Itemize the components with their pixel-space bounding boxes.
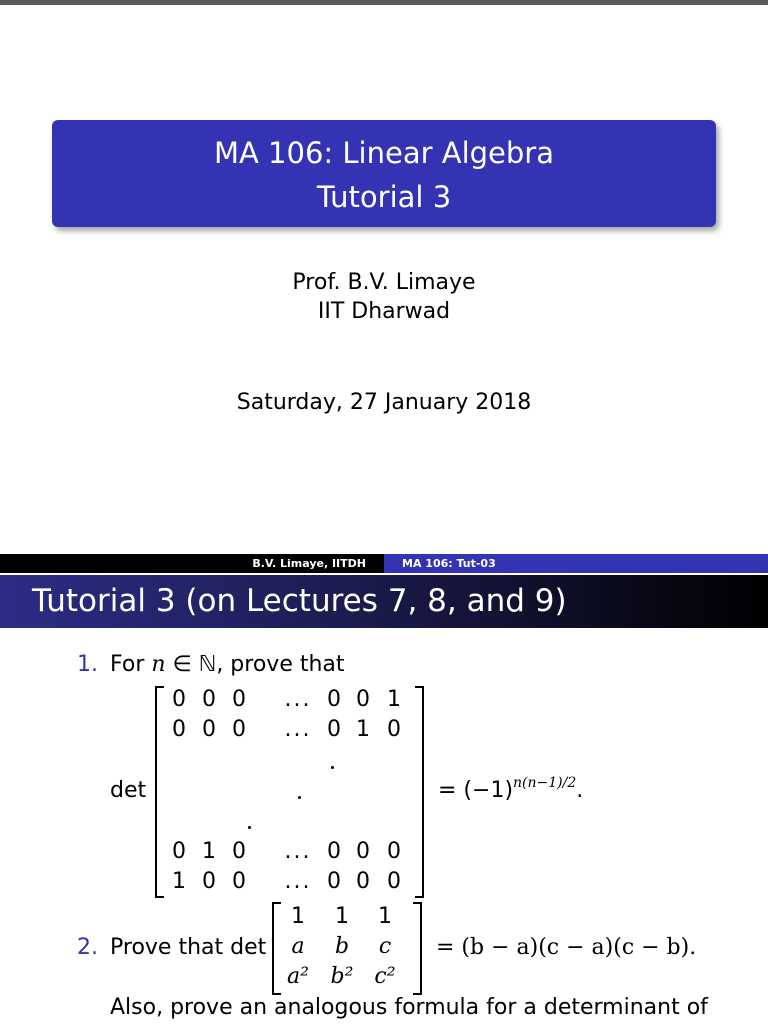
matrix-2-cell: c: [378, 934, 392, 959]
matrix-1-cell: 0: [387, 717, 401, 742]
footer-left: [0, 554, 384, 573]
problem-1-intro-sym: ∈ ℕ, prove that: [172, 652, 345, 677]
matrix-2-cell: b: [334, 934, 350, 959]
matrix-1-cell: 0: [232, 717, 246, 742]
matrix-1-cell: 0: [202, 687, 216, 712]
problem-1-intro: [110, 652, 345, 677]
matrix-2-cell: b²: [330, 964, 354, 989]
problem-1-rhs-end: .: [576, 778, 584, 803]
footer-course: MA 106: Tut-03: [402, 557, 496, 570]
matrix-1-cell: 0: [327, 869, 341, 894]
title-line-2: Tutorial 3: [316, 180, 452, 214]
matrix-1-cell: ...: [284, 839, 312, 864]
matrix-1-cell: 0: [356, 839, 370, 864]
matrix-1-cell: 0: [172, 839, 186, 864]
problem-1-rhs-exponent: n(n−1)/2: [513, 775, 577, 791]
matrix-1-dot: [248, 826, 251, 829]
problem-2-number: 2.: [77, 935, 98, 960]
top-border: [0, 0, 768, 5]
matrix-2-cell: a²: [287, 964, 309, 989]
matrix-2-right-bracket: [413, 902, 422, 995]
matrix-2-cell: 1: [378, 904, 392, 929]
problem-2-rhs: = (b − a)(c − a)(c − b).: [436, 935, 697, 960]
title-line-1: MA 106: Linear Algebra: [213, 136, 554, 170]
frame-title-bar: [0, 575, 768, 628]
slide-date: Saturday, 27 January 2018: [236, 390, 532, 415]
matrix-1-cell: 0: [232, 839, 246, 864]
problem-1-intro-var: n: [151, 652, 166, 677]
matrix-2-cell: 1: [291, 904, 305, 929]
problem-2-followup: Also, prove an analogous formula for a determinant of: [110, 995, 708, 1020]
matrix-1-cell: 0: [232, 687, 246, 712]
matrix-1-cell: 0: [327, 717, 341, 742]
matrix-1-cell: 0: [232, 869, 246, 894]
matrix-1-left-bracket: [155, 686, 164, 898]
matrix-1-cell: 0: [356, 869, 370, 894]
author-block: [0, 268, 768, 326]
footer-bar: [0, 554, 768, 573]
matrix-2-cell: a: [291, 934, 305, 959]
matrix-1-cell: ...: [284, 717, 312, 742]
matrix-1-cell: 0: [172, 717, 186, 742]
problem-1-rhs-base: = (−1): [438, 778, 514, 803]
matrix-1-cell: 0: [327, 839, 341, 864]
footer-right: [384, 554, 768, 573]
matrix-1-cell: ...: [284, 687, 312, 712]
problem-1-rhs: [438, 775, 584, 803]
matrix-1-cell: 0: [172, 687, 186, 712]
matrix-1-cell: 0: [202, 717, 216, 742]
matrix-1-cell: 0: [387, 839, 401, 864]
matrix-1-right-bracket: [415, 686, 424, 898]
matrix-1-cell: 0: [202, 869, 216, 894]
slide-content: [0, 640, 768, 1024]
matrix-1-cell: 0: [356, 687, 370, 712]
problem-1-intro-prefix: For: [110, 652, 145, 677]
matrix-1-cell: ...: [284, 869, 312, 894]
author-name: Prof. B.V. Limaye: [292, 270, 476, 295]
matrix-1-cell: 0: [327, 687, 341, 712]
matrix-2-left-bracket: [272, 902, 281, 995]
problem-2-prefix: Prove that det: [110, 935, 267, 960]
matrix-2-cell: c²: [374, 964, 396, 989]
matrix-1-dot: [331, 766, 334, 769]
footer-author: B.V. Limaye, IITDH: [252, 557, 366, 570]
matrix-1-dot: [298, 796, 301, 799]
matrix-1-cell: 1: [172, 869, 186, 894]
matrix-1-cell: 1: [387, 687, 401, 712]
author-institute: IIT Dharwad: [317, 299, 451, 324]
title-block: [52, 120, 716, 227]
problem-1-number: 1.: [77, 652, 98, 677]
matrix-2-cell: 1: [335, 904, 349, 929]
frame-title: Tutorial 3 (on Lectures 7, 8, and 9): [32, 583, 567, 619]
matrix-1-cell: 1: [356, 717, 370, 742]
problem-1-det-label: det: [110, 778, 147, 803]
matrix-1-cell: 0: [387, 869, 401, 894]
matrix-1-cell: 1: [202, 839, 216, 864]
